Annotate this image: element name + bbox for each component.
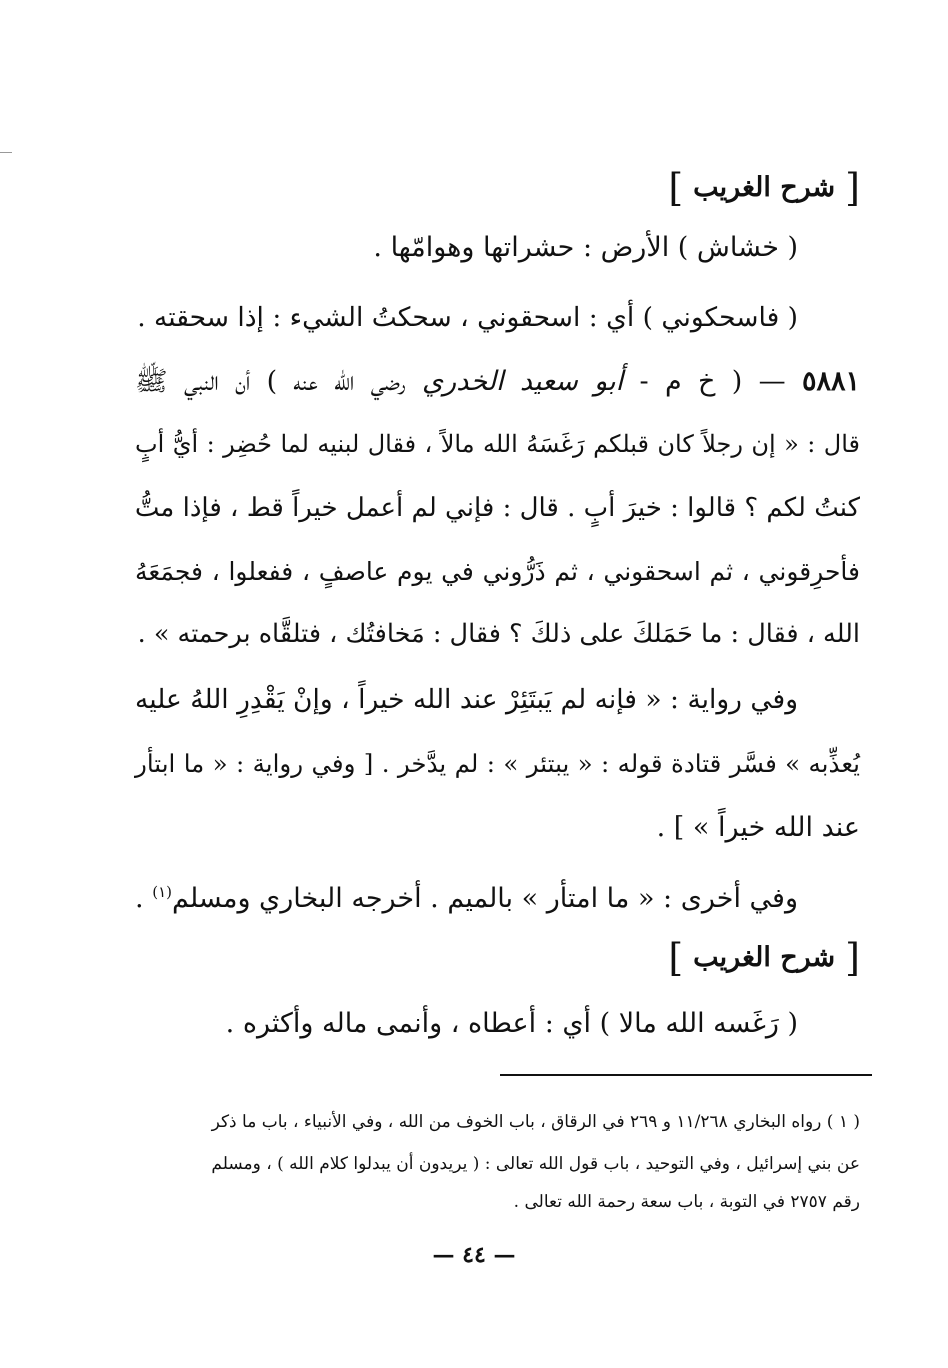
bracket-open: [ (845, 166, 860, 210)
gloss-line-3: ( رَغَسه الله مالا ) أي : أعطاه ، وأنمى ماله وأكثره . (225, 1008, 798, 1039)
hadith-dash: — (758, 366, 786, 397)
ukhra-line (135, 872, 798, 919)
footnote-line: رقم ٢٧٥٧ في التوبة ، باب سعة رحمة الله تعالى . (513, 1192, 860, 1212)
hadith-line: فأحرِقوني ، ثم اسحقوني ، ثم ذَرُّوني في يوم عاصفٍ ، ففعلوا ، فجمَعَهُ (135, 557, 860, 586)
hadith-line: قال : « إن رجلاً كان قبلكم رَغَسَهُ الله مالاً ، فقال لبنيه لما حُضِر : أيُّ أبٍ (135, 430, 860, 458)
footnote-line: ( ١ ) رواه البخاري ١١/٢٦٨ و ٢٦٩ في الرقاق ، باب الخوف من الله ، وفي الأنبياء ، باب ما ذكر (211, 1112, 860, 1132)
section-heading-1 (668, 168, 860, 208)
hadith-source: ( خ م - (639, 366, 743, 397)
footnote-line: عن بني إسرائيل ، وفي التوحيد ، باب قول الله تعالى : ( يريدون أن يبدلوا كلام الله ) ، ومسلم (211, 1154, 860, 1174)
hadith-line: كنتُ لكم ؟ قالوا : خيرَ أبٍ . قال : فإني لم أعمل خيراً قط ، فإذا متُّ (134, 493, 860, 523)
bracket-open: [ (845, 936, 860, 980)
footnote-rule (500, 1074, 872, 1076)
gloss-line-2: ( فاسحكوني ) أي : اسحقوني ، سحكتُ الشيء : إذا سحقته . (137, 302, 798, 333)
bracket-close: ] (668, 936, 684, 980)
footnote-ref: (١) (152, 883, 172, 901)
bracket-close: ] (668, 166, 684, 210)
section-heading-2 (668, 938, 860, 978)
hadith-header (135, 362, 860, 402)
ukhra-end: . (135, 883, 153, 914)
riwaya-line: وفي رواية : « فإنه لم يَبتَئِرْ عند الله خيراً ، وإنْ يَقْدِرِ اللهُ عليه (135, 684, 798, 715)
riwaya-line: عند الله خيراً » ] . (656, 812, 860, 843)
margin-mark (0, 152, 12, 153)
gloss-line-1: ( خشاش ) الأرض : حشراتها وهوامّها . (373, 232, 798, 263)
hadith-narrator: أبو سعيد الخدري (422, 366, 624, 397)
heading-label: شرح الغريب (693, 942, 836, 973)
page-number: — ٤٤ — (432, 1242, 516, 1268)
ukhra-text: وفي أخرى : « ما امتأر » بالميم . أخرجه البخاري ومسلم (171, 883, 798, 914)
heading-label: شرح الغريب (693, 172, 836, 203)
hadith-number: ٥٨٨١ (801, 366, 860, 397)
hadith-line: الله ، فقال : ما حَمَلكَ على ذلكَ ؟ فقال : مَخافتُك ، فتلقَّاه برحمته » . (137, 619, 860, 649)
riwaya-line: يُعذِّبه » فسَّر قتادة قوله : « يبتئر » : لم يدَّخر . [ وفي رواية : « ما ابتأر (135, 749, 860, 778)
hadith-after-narrator: رضي الله عنه ) أن النبي ﷺ (135, 366, 406, 397)
